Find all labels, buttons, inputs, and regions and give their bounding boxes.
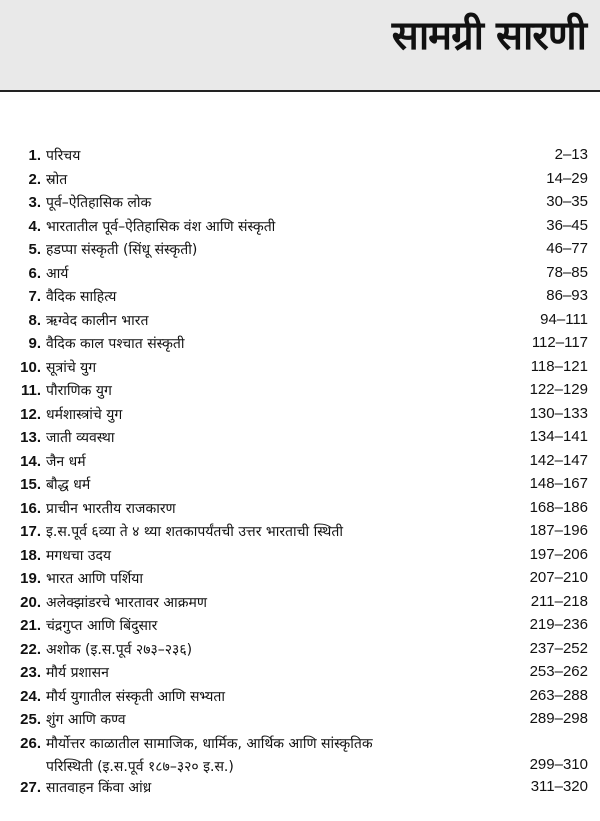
toc-entry-title-line: धर्मशास्त्रांचे युग (46, 406, 123, 423)
toc-entry-title (46, 640, 192, 659)
toc-entry (0, 638, 600, 662)
toc-entry-number: 22. (20, 640, 41, 658)
toc-entry-title-line: जैन धर्म (46, 453, 86, 470)
toc-entry-pages: 112–117 (531, 334, 588, 351)
toc-entry-number: 9. (28, 335, 41, 352)
toc-entry-title-line: मौर्य प्रशासन (46, 665, 109, 681)
toc-entry (0, 661, 600, 685)
toc-entry (0, 520, 600, 544)
toc-entry-title-line: मौर्योत्तर काळातील सामाजिक, धार्मिक, आर्थिक आणि सांस्कृतिक (46, 735, 373, 752)
toc-entry-title-line: पौराणिक युग (46, 383, 112, 399)
toc-entry (0, 191, 600, 215)
toc-entry-title (46, 593, 207, 612)
toc-entry (0, 379, 600, 403)
toc-entry-title (46, 146, 80, 165)
toc-entry-number: 4. (28, 217, 41, 235)
toc-entry-number: 10. (20, 358, 41, 376)
toc-entry-pages: 142–147 (529, 451, 588, 469)
toc-entry (0, 497, 600, 521)
toc-entry-pages: 30–35 (546, 193, 588, 210)
toc-entry-pages: 311–320 (530, 777, 588, 795)
toc-entry-title (46, 569, 143, 588)
toc-entry-title-line: शुंग आणि कण्व (46, 712, 126, 728)
toc-entry-pages: 263–288 (529, 686, 588, 704)
toc-entry-number: 8. (28, 311, 41, 329)
toc-entry-title (46, 287, 116, 306)
toc-entry-pages: 148–167 (529, 475, 588, 492)
toc-entry-title (46, 405, 122, 424)
toc-entry-number: 1. (28, 147, 41, 164)
toc-entry-pages: 46–77 (546, 240, 588, 257)
toc-entry-number: 20. (20, 593, 41, 611)
toc-entry (0, 285, 600, 309)
toc-entry (0, 144, 600, 168)
toc-entry-title-line: ऋग्वेद कालीन भारत (46, 312, 149, 329)
toc-entry-pages: 219–236 (529, 616, 588, 633)
toc-entry-title-line: वैदिक साहित्य (46, 289, 117, 305)
toc-entry-number: 23. (20, 664, 41, 681)
table-of-contents (0, 144, 600, 799)
toc-entry-pages: 118–121 (530, 357, 588, 375)
toc-entry-title-line: स्रोत (46, 171, 68, 188)
toc-entry-title (46, 663, 109, 682)
toc-entry-number: 13. (20, 429, 41, 446)
toc-entry-number: 26. (20, 734, 41, 752)
toc-entry-pages: 78–85 (546, 263, 588, 281)
toc-entry-title-line: भारत आणि पर्शिया (46, 571, 143, 587)
toc-entry-pages: 122–129 (529, 381, 588, 398)
toc-entry-title (46, 428, 115, 447)
toc-entry-title-line: वैदिक काल पश्चात संस्कृती (46, 336, 185, 352)
toc-entry-pages: 134–141 (529, 428, 588, 445)
toc-entry-title (46, 452, 86, 471)
header-band (0, 0, 600, 90)
toc-entry (0, 309, 600, 333)
toc-entry-number: 14. (20, 452, 41, 470)
toc-entry-title (46, 734, 373, 776)
toc-entry-pages: 187–196 (529, 522, 588, 539)
toc-entry-number: 27. (20, 778, 41, 796)
toc-entry (0, 708, 600, 732)
toc-entry (0, 732, 600, 776)
toc-entry-title (46, 778, 151, 797)
toc-entry-title-line: इ.स.पूर्व ६व्या ते ४ थ्या शतकापर्यंतची उत्तर भारताची स्थिती (46, 524, 343, 540)
toc-entry-title (46, 381, 112, 400)
toc-entry (0, 591, 600, 615)
toc-entry-title (46, 522, 343, 541)
toc-entry-title-line: बौद्ध धर्म (46, 477, 91, 493)
toc-entry-pages: 253–262 (529, 663, 588, 680)
toc-entry-title (46, 311, 148, 330)
toc-entry (0, 614, 600, 638)
toc-entry-title (46, 217, 275, 236)
toc-entry-title-line-2: परिस्थिती (इ.स.पूर्व १८७–३२० इ.स.) (46, 758, 234, 775)
toc-entry-number: 15. (20, 476, 41, 493)
toc-entry-title-line: सातवाहन किंवा आंध्र (46, 779, 152, 796)
toc-entry-title (46, 687, 225, 706)
toc-entry-pages: 211–218 (530, 592, 588, 610)
toc-entry-title (46, 358, 96, 377)
toc-entry-number: 3. (28, 194, 41, 211)
toc-entry (0, 332, 600, 356)
toc-entry-pages: 2–13 (554, 146, 588, 163)
toc-entry-title (46, 499, 176, 518)
toc-entry (0, 356, 600, 380)
toc-entry-pages: 168–186 (529, 498, 588, 516)
page-title: सामग्री सारणी (391, 13, 586, 59)
toc-entry-number: 18. (20, 546, 41, 564)
toc-entry-number: 19. (20, 570, 41, 587)
toc-entry-title (46, 193, 151, 212)
toc-entry (0, 776, 600, 800)
toc-entry-title (46, 170, 67, 189)
toc-entry-title-line: भारतातील पूर्व–ऐतिहासिक वंश आणि संस्कृती (46, 218, 276, 235)
toc-entry (0, 685, 600, 709)
toc-entry-title-line: जाती व्यवस्था (46, 430, 115, 446)
toc-entry-number: 5. (28, 241, 41, 258)
toc-entry-number: 24. (20, 687, 41, 705)
toc-entry-title (46, 546, 111, 565)
toc-entry-number: 16. (20, 499, 41, 517)
toc-entry-number: 21. (20, 617, 41, 634)
toc-entry-title (46, 616, 157, 635)
toc-entry-title-line: चंद्रगुप्त आणि बिंदुसार (46, 618, 158, 634)
toc-entry-title-line: अशोक (इ.स.पूर्व २७३–२३६) (46, 641, 193, 658)
toc-entry-number: 2. (28, 170, 41, 188)
toc-entry (0, 168, 600, 192)
toc-entry (0, 567, 600, 591)
toc-entry (0, 403, 600, 427)
toc-entry-title (46, 334, 184, 353)
toc-entry-number: 25. (20, 711, 41, 728)
toc-entry (0, 450, 600, 474)
toc-entry-title-line: हडप्पा संस्कृती (सिंधू संस्कृती) (46, 242, 198, 258)
toc-entry-pages: 197–206 (529, 545, 588, 563)
toc-entry-title (46, 475, 90, 494)
toc-entry-title (46, 710, 126, 729)
toc-entry-number: 7. (28, 288, 41, 305)
toc-entry (0, 238, 600, 262)
toc-entry (0, 544, 600, 568)
toc-entry (0, 262, 600, 286)
toc-entry-pages: 130–133 (529, 404, 588, 422)
toc-entry-pages: 237–252 (529, 639, 588, 657)
toc-entry-title-line: अलेक्झांडरचे भारतावर आक्रमण (46, 594, 207, 611)
toc-entry-title-line: मगधचा उदय (46, 547, 112, 564)
toc-entry (0, 473, 600, 497)
toc-entry-title-line: सूत्रांचे युग (46, 359, 97, 376)
toc-entry-pages: 289–298 (529, 710, 588, 727)
toc-entry-number: 11. (20, 382, 41, 399)
toc-entry-pages: 94–111 (540, 310, 588, 328)
toc-entry-number: 17. (20, 523, 41, 540)
toc-entry-title-line: पूर्व–ऐतिहासिक लोक (46, 195, 152, 211)
toc-entry-title-line: आर्य (46, 265, 69, 282)
toc-entry-title-line: प्राचीन भारतीय राजकारण (46, 500, 176, 517)
toc-entry-pages: 86–93 (546, 287, 588, 304)
toc-entry-number: 6. (28, 264, 41, 282)
toc-entry-pages: 207–210 (529, 569, 588, 586)
toc-entry-title-line: परिचय (46, 148, 81, 164)
toc-entry (0, 426, 600, 450)
toc-entry-title-line: मौर्य युगातील संस्कृती आणि सभ्यता (46, 688, 225, 705)
toc-entry-pages: 299–310 (529, 755, 588, 773)
toc-entry-title (46, 264, 68, 283)
header-divider (0, 90, 600, 92)
toc-entry-pages: 36–45 (546, 216, 588, 234)
toc-entry-title (46, 240, 197, 259)
toc-entry-number: 12. (20, 405, 41, 423)
toc-entry-pages: 14–29 (546, 169, 588, 187)
toc-entry (0, 215, 600, 239)
